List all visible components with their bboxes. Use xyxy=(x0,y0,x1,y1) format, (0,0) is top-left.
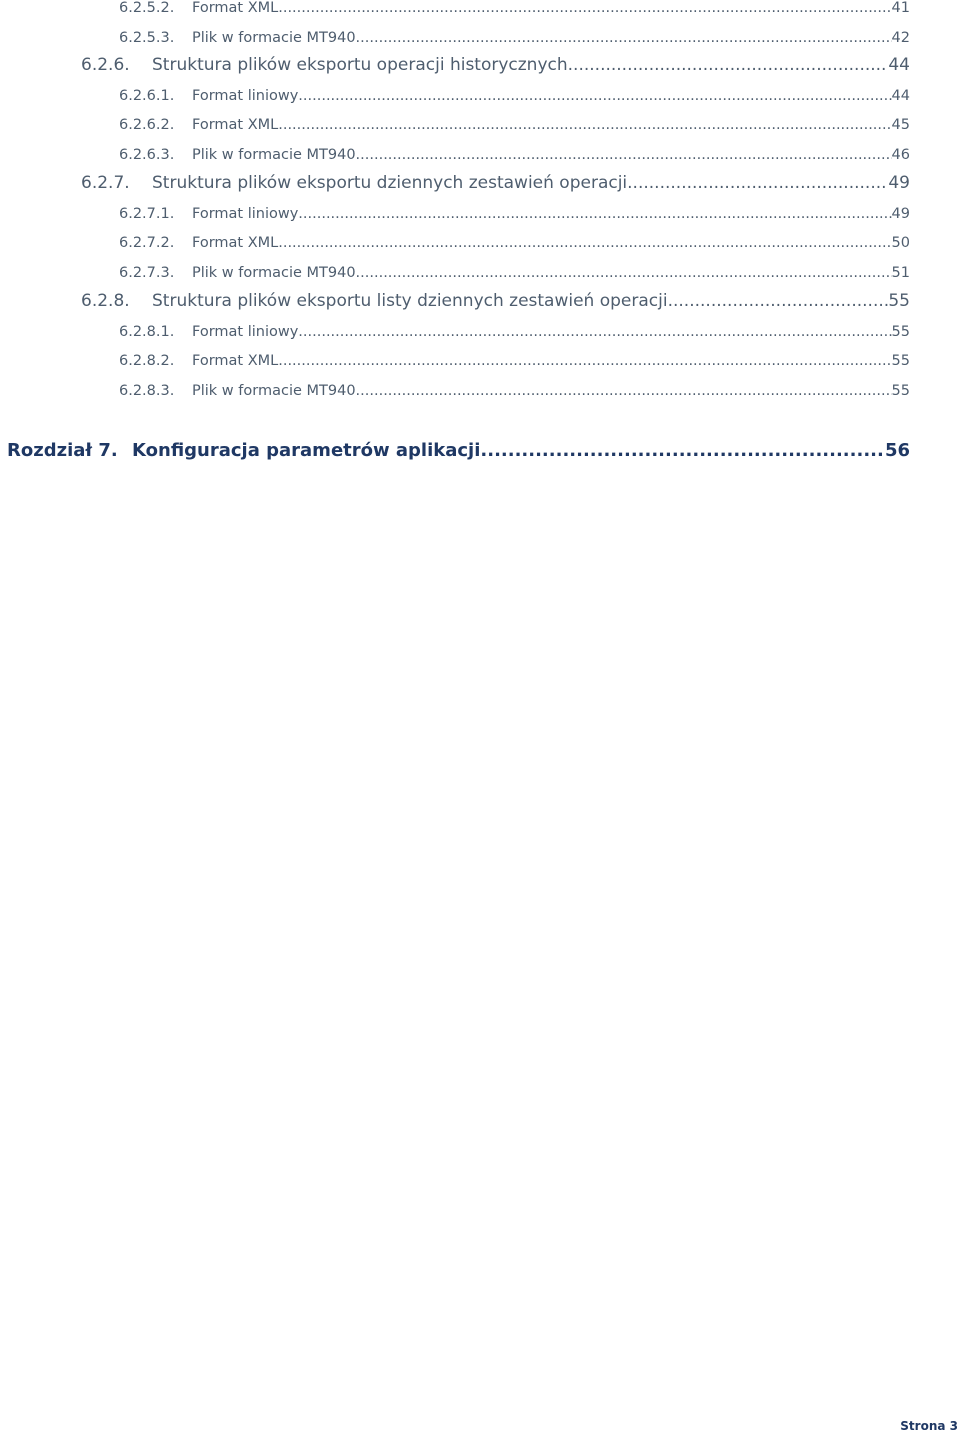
toc-title: Format XML xyxy=(192,353,279,369)
toc-leader xyxy=(627,173,888,193)
toc-page: 44 xyxy=(888,55,910,75)
toc-entry-6-2-6-2[interactable] xyxy=(119,117,910,133)
toc-page: 49 xyxy=(891,206,910,222)
toc-entry-6-2-8[interactable] xyxy=(81,291,910,311)
toc-title: Plik w formacie MT940 xyxy=(192,147,356,163)
toc-page: 51 xyxy=(891,265,910,281)
toc-leader xyxy=(480,440,885,461)
toc-number: 6.2.6.3. xyxy=(119,147,175,163)
toc-page: 41 xyxy=(891,0,910,16)
toc-title: Format XML xyxy=(192,0,279,16)
toc-title: Format XML xyxy=(192,117,279,133)
toc-entry-6-2-6-3[interactable] xyxy=(119,147,910,163)
toc-leader xyxy=(298,88,891,104)
toc-leader xyxy=(278,0,891,16)
toc-page: 55 xyxy=(891,324,910,340)
toc-entry-6-2-6-1[interactable] xyxy=(119,88,910,104)
toc-number: 6.2.5.3. xyxy=(119,30,175,46)
toc-page: 44 xyxy=(891,88,910,104)
toc-entry-6-2-7[interactable] xyxy=(81,173,910,193)
toc-number: 6.2.6.2. xyxy=(119,117,175,133)
toc-number: 6.2.7.2. xyxy=(119,235,175,251)
toc-leader xyxy=(356,265,892,281)
toc-number: 6.2.6. xyxy=(81,55,130,75)
toc-chapter-page: 56 xyxy=(884,440,910,461)
toc-page: 49 xyxy=(888,173,910,193)
toc-number: 6.2.7.1. xyxy=(119,206,175,222)
toc-entry-6-2-7-1[interactable] xyxy=(119,206,910,222)
toc-leader xyxy=(278,117,891,133)
toc-title: Format liniowy xyxy=(192,206,299,222)
toc-number: 6.2.5.2. xyxy=(119,0,175,16)
toc-entry-6-2-8-2[interactable] xyxy=(119,353,910,369)
toc-number: 6.2.8.1. xyxy=(119,324,175,340)
toc-entry-6-2-5-3[interactable] xyxy=(119,30,910,46)
toc-number: 6.2.7. xyxy=(81,173,130,193)
toc-title: Plik w formacie MT940 xyxy=(192,30,356,46)
toc-page: 50 xyxy=(891,235,910,251)
toc-entry-6-2-6[interactable] xyxy=(81,55,910,75)
page-number-footer: Strona 3 xyxy=(900,1419,958,1433)
toc-entry-6-2-7-2[interactable] xyxy=(119,235,910,251)
toc-entry-6-2-5-2[interactable] xyxy=(119,0,910,16)
toc-title: Plik w formacie MT940 xyxy=(192,383,356,399)
toc-number: 6.2.8.2. xyxy=(119,353,175,369)
toc-leader xyxy=(356,383,892,399)
toc-page: 55 xyxy=(888,291,910,311)
toc-title: Struktura plików eksportu dziennych zestawień operacji xyxy=(152,173,628,193)
toc-leader xyxy=(298,206,891,222)
toc-chapter-7[interactable] xyxy=(7,440,910,461)
toc-leader xyxy=(278,235,891,251)
toc-title: Format liniowy xyxy=(192,88,299,104)
toc-title: Struktura plików eksportu listy dziennych zestawień operacji xyxy=(152,291,668,311)
toc-number: 6.2.8.3. xyxy=(119,383,175,399)
toc-entry-6-2-7-3[interactable] xyxy=(119,265,910,281)
toc-page: 46 xyxy=(891,147,910,163)
toc-leader xyxy=(278,353,891,369)
toc-chapter-title: Konfiguracja parametrów aplikacji xyxy=(132,440,481,461)
toc-leader xyxy=(298,324,891,340)
toc-page: 45 xyxy=(891,117,910,133)
toc-leader xyxy=(668,291,889,311)
toc-entry-6-2-8-3[interactable] xyxy=(119,383,910,399)
toc-entry-6-2-8-1[interactable] xyxy=(119,324,910,340)
toc-leader xyxy=(356,30,892,46)
toc-number: 6.2.7.3. xyxy=(119,265,175,281)
toc-page: 55 xyxy=(891,353,910,369)
toc-leader xyxy=(356,147,892,163)
toc-page: 42 xyxy=(891,30,910,46)
toc-title: Plik w formacie MT940 xyxy=(192,265,356,281)
toc-title: Struktura plików eksportu operacji historycznych xyxy=(152,55,568,75)
toc-number: 6.2.8. xyxy=(81,291,130,311)
toc-number: 6.2.6.1. xyxy=(119,88,175,104)
toc-chapter-number: Rozdział 7. xyxy=(7,440,118,461)
toc-leader xyxy=(568,55,889,75)
toc-title: Format liniowy xyxy=(192,324,299,340)
toc-page: 55 xyxy=(891,383,910,399)
toc-title: Format XML xyxy=(192,235,279,251)
